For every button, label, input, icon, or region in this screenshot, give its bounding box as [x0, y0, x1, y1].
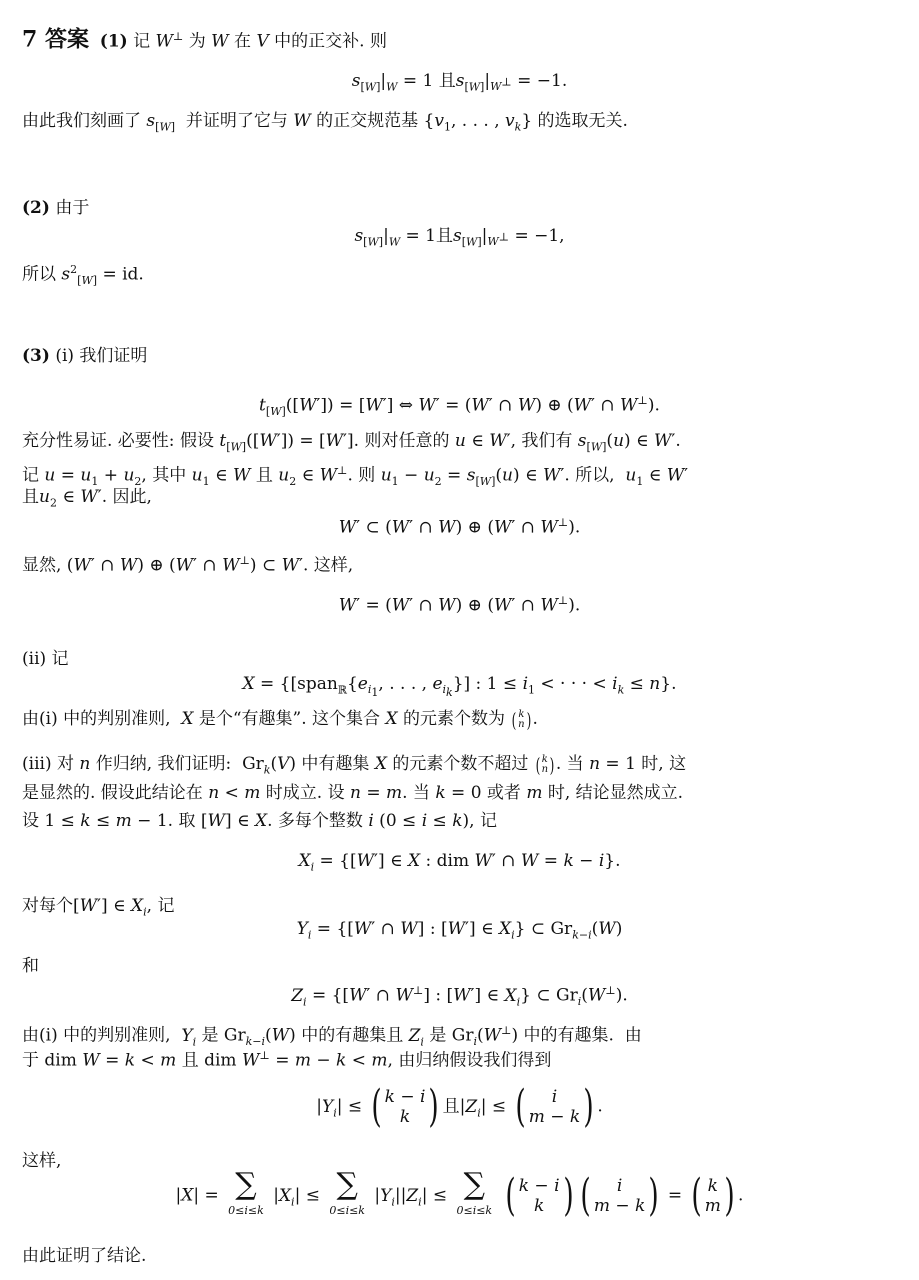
part-3-label: (3) (i) 我们证明: [22, 346, 148, 366]
equation-set-xi: $X_i = \{[W']$ ∈ X : dim W′ ∩ W = k − i}.: [298, 851, 621, 874]
paragraph-line: (iii) 对 n 作归纳, 我们证明: $Gr_k(V)$ 中有趣集 X 的元素个数不超过 ( k n ) . 当 n = 1 时, 这: [22, 752, 687, 777]
equation-sum: |X| = ∑ 0≤i≤k $|X_i|$ ≤ ∑ 0≤i≤k $|Y_i||Z_i|$ ≤ ∑ 0≤i≤k ( k − i k ) ( i m − k ) = ( k m ) .: [175, 1167, 744, 1221]
equation-restriction-2: $s_{[W]}|_W = 1$且$s_{[W]}|_{W^\perp} = -1$,: [354, 226, 565, 249]
paragraph-line: 由此我们刻画了 $s_{[W]}$ 并证明了它与 W 的正交规范基 {$v_1$, . . . , $v_k$} 的选取无关.: [22, 111, 628, 134]
part-ii-label: (ii) 记: [22, 649, 69, 669]
paragraph-line: 充分性易证. 必要性: 假设 $t_{[W]}([W']) = [W']$. 则对任意的 u ∈ W′, 我们有 $s_{[W]}(u)$ ∈ W′.: [22, 431, 681, 454]
paragraph-line: 是显然的. 假设此结论在 n < m 时成立. 设 n = m. 当 k = 0 或者 m 时, 结论显然成立.: [22, 783, 684, 803]
equation-inclusion: W′ ⊂ (W′ ∩ W) ⊕ (W′ ∩ W⊥).: [338, 516, 581, 538]
paragraph-line: 显然, (W′ ∩ W) ⊕ (W′ ∩ W⊥) ⊂ W′. 这样,: [22, 554, 354, 576]
equation-equality: W′ = (W′ ∩ W) ⊕ (W′ ∩ W⊥).: [338, 594, 581, 616]
equation-set-x: $X = \{[span_ℝ\{e_{i_1}$, . . . , $e_{i_k}$}] : $1 \le i_1$ < · · · < $i_k \le n$}.: [242, 674, 677, 700]
equation-set-yi: $Y_i = \{[W'$ ∩ W] : [W′] ∈ $X_i$} ⊂ $Gr_{k-i}(W)$: [296, 919, 623, 942]
paragraph-line: 这样,: [22, 1151, 62, 1171]
paragraph-line: 对每个[W′] ∈ $X_i$, 记: [22, 896, 175, 919]
paragraph-line: 由(i) 中的判别准则, X 是个“有趣集”. 这个集合 X 的元素个数为 ( k n ) .: [22, 707, 538, 732]
paragraph-line: 且$u_2$ ∈ W′. 因此,: [22, 487, 152, 510]
equation-restriction: $s_{[W]}|_W = 1$ 且$s_{[W]}|_{W^\perp} = -1$.: [351, 71, 568, 94]
heading-part-1: 7 答案 (1) 记 W⊥ 为 W 在 V 中的正交补. 则: [22, 26, 387, 53]
part-2-label: (2) 由于: [22, 198, 90, 218]
equation-criterion: $t_{[W]}([W']) = [W']$ ⇔ W′ = (W′ ∩ W) ⊕ (W′ ∩ W⊥).: [259, 394, 660, 419]
paragraph-line: 记 $u = u_1 + u_2$, 其中 $u_1$ ∈ W 且 $u_2$ ∈ W⊥. 则 $u_1 - u_2 = s_{[W]}(u)$ ∈ W′. 所以, $u_1$ ∈ W′: [22, 464, 689, 489]
paragraph-line: 所以 $s^2_{[W]}$ = id.: [22, 263, 144, 288]
conclusion-line: 由此证明了结论.: [22, 1246, 147, 1266]
paragraph-line: 于 dim W = k < m 且 dim W⊥ = m − k < m, 由归纳假设我们得到: [22, 1049, 552, 1071]
paragraph-line: 由(i) 中的判别准则, $Y_i$ 是 $Gr_{k-i}(W)$ 中的有趣集且 $Z_i$ 是 $Gr_i(W^\perp)$ 中的有趣集. 由: [22, 1024, 642, 1049]
paragraph-line: 设 1 ≤ k ≤ m − 1. 取 [W] ∈ X. 多每个整数 i (0 ≤ i ≤ k), 记: [22, 811, 497, 831]
paragraph-line: 和: [22, 956, 39, 976]
equation-set-zi: $Z_i = \{[W'$ ∩ W⊥] : [W′] ∈ $X_i$} ⊂ $Gr_i(W^\perp)$.: [291, 984, 628, 1009]
equation-bounds: $|Y_i|$ ≤ ( k − i k ) 且$|Z_i|$ ≤ ( i m − k ) .: [316, 1081, 603, 1132]
